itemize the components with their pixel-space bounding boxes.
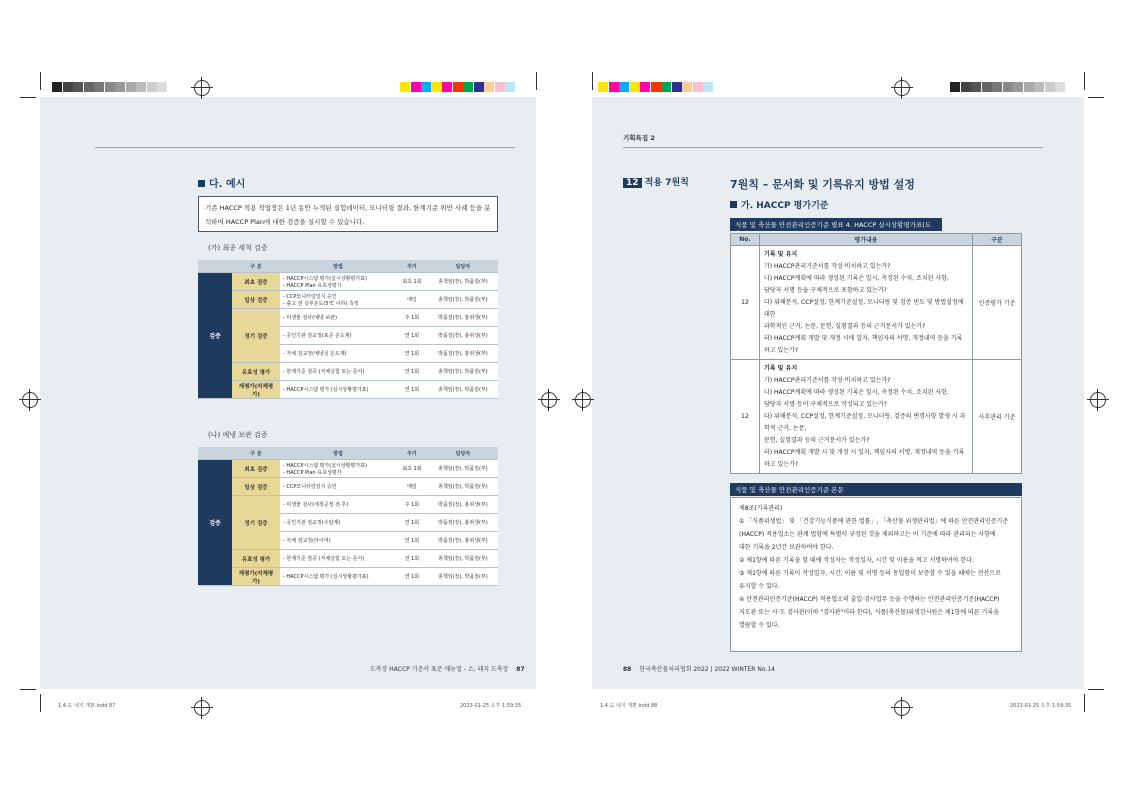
person-cell: 총책임(장), 박품질(부) — [428, 478, 498, 496]
color-swatch — [463, 82, 473, 92]
table2-label: (나) 예냉 보관 검증 — [208, 431, 268, 439]
no-cell: 12 — [731, 246, 760, 360]
column-header: 담당자 — [428, 260, 498, 273]
category-cell: 유효성 평가 — [232, 550, 280, 568]
method-cell: - 한계기준 검증 (자체실험 또는 문서) — [280, 550, 396, 568]
cycle-cell: 최초 1회 — [396, 460, 428, 478]
color-swatch — [682, 82, 692, 92]
registration-mark-icon — [541, 392, 557, 408]
color-swatch — [992, 82, 1002, 92]
person-cell: 총책임(장), 박품질(부) — [428, 568, 498, 586]
person-cell: 박품질(장), 홍위생(부) — [428, 532, 498, 550]
left-footer: 도축장 HACCP 기준서 표준 매뉴얼 - 소, 돼지 도축장 87 — [370, 666, 525, 673]
table-row — [198, 273, 498, 291]
category-cell: 정기 검증 — [232, 496, 280, 550]
color-swatch — [411, 82, 421, 92]
eval-heading: 기록 및 유지 — [764, 365, 798, 372]
method-cell: - HACCP시스템 평가(실시상황평가표) - HACCP Plan 유효성평가 — [280, 273, 396, 291]
regulation-line: ② 제1항에 따른 기록을 할 때에 작성자는 작성일자, 시간 및 이름을 적고 서명하여야 한다. — [739, 557, 974, 564]
regulation-line: 대한 기록을 2년간 보관하여야 한다. — [739, 544, 834, 551]
registration-mark-icon — [894, 80, 910, 96]
crop-mark — [536, 72, 537, 90]
square-bullet-icon — [198, 180, 205, 187]
eval-line: 가) HACCP관리기준서를 작성·비치하고 있는가? — [764, 263, 891, 270]
color-swatch — [105, 82, 115, 92]
eval-line: 나) HACCP계획에 따라 생성된 기록은 일시, 측정된 수치, 조치된 사항, — [764, 275, 949, 282]
color-swatch — [505, 82, 515, 92]
color-swatch — [157, 82, 167, 92]
registration-mark-icon — [894, 700, 910, 716]
note-box: 기존 HACCP 적용 작업장은 1년 동안 누적된 실험데이터, 모니터링 결과, 한계기준 위반 사례 등을 분석하여 HACCP Plan에 대한 검증을 실시할 수 있습니다. — [198, 196, 498, 232]
person-cell: 총책임(장), 박품질(부) — [428, 550, 498, 568]
category-cell: 정기 검증 — [232, 309, 280, 363]
page-number: 87 — [516, 666, 525, 673]
color-swatch — [961, 82, 971, 92]
person-cell: 박품질(장), 홍위생(부) — [428, 327, 498, 345]
eval-line: 다) 위해분석, CCP설정, 한계기준설정, 모니터링 및 검증 빈도 및 방법설정에 대한 — [764, 299, 964, 318]
regulation-text-box — [730, 497, 1022, 652]
regulation-line: ① 「식품위생법」 및 「건강기능식품에 관한 법률」, 「축산물 위생관리법」에 따른 안전관리인증기준 — [739, 518, 1009, 525]
table-row — [731, 246, 1022, 360]
color-swatch — [94, 82, 104, 92]
color-swatch — [640, 82, 650, 92]
color-swatch — [609, 82, 619, 92]
evaluation-table — [730, 233, 1022, 474]
crop-mark — [1084, 72, 1085, 90]
eval-line: 라) HACCP계획 개발 시 및 개정 시 일자, 책임자의 서명, 개정내역 등을 기록하고 있는가? — [764, 449, 965, 468]
column-header: 구 분 — [232, 447, 280, 460]
slug-right: 1.4.도 내지 개편.indd 88 — [600, 703, 658, 709]
no-cell: 12 — [731, 360, 760, 474]
header-rule — [95, 147, 515, 148]
color-swatch — [651, 82, 661, 92]
slug-left: 1.4.도 내지 개편.indd 87 — [58, 703, 116, 709]
table-header-row — [731, 234, 1022, 246]
color-swatch — [598, 82, 608, 92]
color-swatch — [971, 82, 981, 92]
cycle-cell: 주 1회 — [396, 309, 428, 327]
person-cell: 총책임(장), 박품질(부) — [428, 273, 498, 291]
method-cell: - CCP모니터링일지 승인 — [280, 478, 396, 496]
regulation-line: 지도관 또는 시·도 검사관(이하 "검사관"이라 한다), 식품(축산물)위생감시원은 제1항에 따른 기록을 — [739, 609, 999, 616]
color-swatch — [495, 82, 505, 92]
slug-date-left: 2023-01-25 오후 1:59:35 — [460, 703, 522, 709]
regulation-line: ③ 제1항에 따른 기록이 작성일자, 시간, 이름 및 서명 등의 동일함이 보증할 수 있을 때에는 전산으로 — [739, 570, 1001, 577]
person-cell: 총책임(장), 박품질(부) — [428, 291, 498, 309]
person-cell: 총책임(장), 박품질(부) — [428, 460, 498, 478]
cycle-cell: 매일 — [396, 291, 428, 309]
person-cell: 박품질(장), 홍위생(부) — [428, 496, 498, 514]
cycle-cell: 매일 — [396, 478, 428, 496]
page-number: 88 — [623, 666, 632, 673]
column-header: 담당자 — [428, 447, 498, 460]
crop-mark — [1084, 694, 1085, 712]
method-cell: - HACCP시스템 평가(실시상황평가표) - HACCP Plan 유효성평가 — [280, 460, 396, 478]
column-header: 구분 — [973, 234, 1022, 246]
regulation-line: ④ 안전관리인증기준(HACCP) 적용업소의 출입·검사업무 등을 수행하는 안전관리인증기준(HACCP) — [739, 596, 1000, 603]
color-swatch — [453, 82, 463, 92]
table-row — [198, 309, 498, 327]
person-cell: 박품질(장), 홍위생(부) — [428, 345, 498, 363]
column-header: 구 분 — [232, 260, 280, 273]
eval-line: 다) 위해분석, CCP설정, 한계기준설정, 모니터링, 검증의 변경사항 발생 시 과학적 근거, 논문, — [764, 413, 966, 432]
color-swatch — [982, 82, 992, 92]
cycle-cell: 최초 1회 — [396, 273, 428, 291]
table-row — [198, 363, 498, 381]
kind-cell: 인증평가 기준 — [973, 246, 1022, 360]
eval-line: 가) HACCP관리기준서를 작성·비치하고 있는가? — [764, 377, 891, 384]
eval-content-cell — [760, 360, 973, 474]
eval-line: 나) HACCP계획에 따라 생성된 기록은 일시, 측정된 수치, 조치된 사항, — [764, 389, 949, 396]
table-row — [731, 360, 1022, 474]
header-rule — [623, 147, 1043, 148]
crop-mark — [20, 689, 36, 690]
color-swatch — [52, 82, 62, 92]
running-head: 기획특집 2 — [623, 134, 655, 142]
category-cell: 일상 검증 — [232, 291, 280, 309]
cycle-cell: 연 1회 — [396, 363, 428, 381]
method-cell: - 한계기준 검증 (자체실험 또는 문서) — [280, 363, 396, 381]
color-swatch — [619, 82, 629, 92]
side-label: 검증 — [198, 460, 232, 586]
registration-mark-icon — [22, 392, 38, 408]
color-swatch — [400, 82, 410, 92]
crop-mark — [40, 694, 41, 712]
square-bullet-icon — [730, 201, 737, 208]
regulation-line: 열람할 수 있다. — [739, 622, 780, 629]
table-row — [198, 460, 498, 478]
column-header: 주기 — [396, 260, 428, 273]
cycle-cell: 연 1회 — [396, 514, 428, 532]
table-header-row — [198, 260, 498, 273]
cycle-cell: 연 1회 — [396, 568, 428, 586]
table-header-row — [198, 447, 498, 460]
color-swatch — [1013, 82, 1023, 92]
table1-label: (가) 최종 세척 검증 — [208, 244, 268, 252]
color-swatch — [147, 82, 157, 92]
category-cell: 최초 검증 — [232, 460, 280, 478]
eval-line: 과학적인 근거, 논문, 문헌, 실험결과 등의 근거문서가 있는가? — [764, 323, 926, 330]
section-heading: 다. 예시 — [198, 175, 245, 190]
registration-mark-icon — [575, 392, 591, 408]
column-header: 주기 — [396, 447, 428, 460]
person-cell: 박품질(장), 홍위생(부) — [428, 514, 498, 532]
color-swatch — [1024, 82, 1034, 92]
table-row — [198, 496, 498, 514]
side-header-cell — [198, 447, 232, 460]
crop-mark — [592, 72, 593, 90]
crop-mark — [1088, 97, 1104, 98]
table-row — [198, 568, 498, 586]
cycle-cell: 연 1회 — [396, 327, 428, 345]
person-cell: 총책임(장), 박품질(부) — [428, 381, 498, 399]
color-swatch — [950, 82, 960, 92]
verification-table-1 — [198, 260, 498, 399]
registration-mark-icon — [194, 80, 210, 96]
eval-line: 담당자 서명 등이 구체적으로 작성되고 있는가? — [764, 401, 887, 408]
color-swatch — [1045, 82, 1055, 92]
eval-content-cell — [760, 246, 973, 360]
main-title: 7원칙 – 문서화 및 기록유지 방법 설정 — [730, 178, 915, 191]
method-cell: - 자체 검교정(타이머) — [280, 532, 396, 550]
table-row — [198, 291, 498, 309]
person-cell: 박품질(장), 홍위생(부) — [428, 309, 498, 327]
category-cell: 최초 검증 — [232, 273, 280, 291]
color-swatch — [432, 82, 442, 92]
method-cell: - 공인기관 검교정(수압계) — [280, 514, 396, 532]
color-swatch — [661, 82, 671, 92]
regulation-line: (HACCP) 적용업소는 관계 법령에 특별히 규정된 것을 제외하고는 이 기준에 따라 관리되는 사항에 — [739, 531, 996, 538]
crop-mark — [1088, 689, 1104, 690]
eval-line: 담당자 서명 등을 구체적으로 포함하고 있는가? — [764, 287, 887, 294]
category-cell: 유효성 평가 — [232, 363, 280, 381]
eval-heading: 기록 및 유지 — [764, 251, 798, 258]
right-footer: 88 한국축산물처리협회 2022 | 2022 WINTER No.14 — [623, 666, 775, 673]
color-swatch — [703, 82, 713, 92]
color-swatch — [126, 82, 136, 92]
color-swatch — [63, 82, 73, 92]
crop-mark — [20, 97, 36, 98]
registration-mark-icon — [1090, 392, 1106, 408]
column-header: 방법 — [280, 447, 396, 460]
color-swatch — [1003, 82, 1013, 92]
category-cell: 재평가(자체평가) — [232, 381, 280, 399]
color-swatch — [421, 82, 431, 92]
principle-badge: 12 적용 7원칙 — [623, 175, 689, 188]
cycle-cell: 연 1회 — [396, 345, 428, 363]
method-cell: - 자체 검교정(예냉실 온도계) — [280, 345, 396, 363]
column-header: 평가내용 — [760, 234, 973, 246]
cycle-cell: 연 1회 — [396, 381, 428, 399]
kind-cell: 사후관리 기준 — [973, 360, 1022, 474]
method-cell: - 미생물 검사(예냉 보관) — [280, 309, 396, 327]
text-box-title: 식품 및 축산물 안전관리인증기준 본문 — [730, 483, 1022, 496]
category-cell: 재평가(자체평가) — [232, 568, 280, 586]
method-cell: - HACCP시스템 평가 (실시상황평가표) — [280, 381, 396, 399]
cycle-cell: 주 1회 — [396, 496, 428, 514]
sub-heading: 가. HACCP 평가기준 — [730, 198, 828, 211]
color-swatch — [84, 82, 94, 92]
table-row — [198, 478, 498, 496]
verification-table-2 — [198, 447, 498, 586]
crop-mark — [40, 72, 41, 90]
eval-line: 문헌, 실험결과 등의 근거문서가 있는가? — [764, 437, 870, 444]
method-cell: - 미생물 검사(세척공정 전·후) — [280, 496, 396, 514]
table-row — [198, 550, 498, 568]
column-header: 방법 — [280, 260, 396, 273]
eval-table-title: 식품 및 축산물 안전관리인증기준 별표 4. HACCP 실시상황평가표(도 — [730, 218, 942, 231]
person-cell: 총책임(장), 박품질(부) — [428, 363, 498, 381]
color-swatch — [474, 82, 484, 92]
color-swatch — [484, 82, 494, 92]
color-swatch — [1034, 82, 1044, 92]
color-swatch — [442, 82, 452, 92]
method-cell: - 공인기관 검교정(표준 온도계) — [280, 327, 396, 345]
side-label: 검증 — [198, 273, 232, 399]
color-swatch — [115, 82, 125, 92]
color-swatch — [1055, 82, 1065, 92]
column-header: No. — [731, 234, 760, 246]
eval-line: 라) HACCP계획 개발 및 개정 시에 일자, 책임자의 서명, 개정내역 등을 기록하고 있는가? — [764, 335, 963, 354]
regulation-line: 유지할 수 있다. — [739, 583, 780, 590]
color-swatch — [73, 82, 83, 92]
regulation-line: 제8조(기록관리) — [739, 505, 783, 512]
table-row — [198, 381, 498, 399]
category-cell: 일상 검증 — [232, 478, 280, 496]
color-swatch — [630, 82, 640, 92]
color-swatch — [693, 82, 703, 92]
cycle-cell: 연 1회 — [396, 532, 428, 550]
color-swatch — [136, 82, 146, 92]
method-cell: - CCP모니터링일지 승인 - 출고 전 실부온도(5℃ 이하) 측정 — [280, 291, 396, 309]
color-swatch — [672, 82, 682, 92]
cycle-cell: 연 1회 — [396, 550, 428, 568]
registration-mark-icon — [194, 700, 210, 716]
side-header-cell — [198, 260, 232, 273]
slug-date-right: 2023-01-25 오후 1:59:35 — [1010, 703, 1072, 709]
method-cell: - HACCP시스템 평가 (실시상황평가표) — [280, 568, 396, 586]
